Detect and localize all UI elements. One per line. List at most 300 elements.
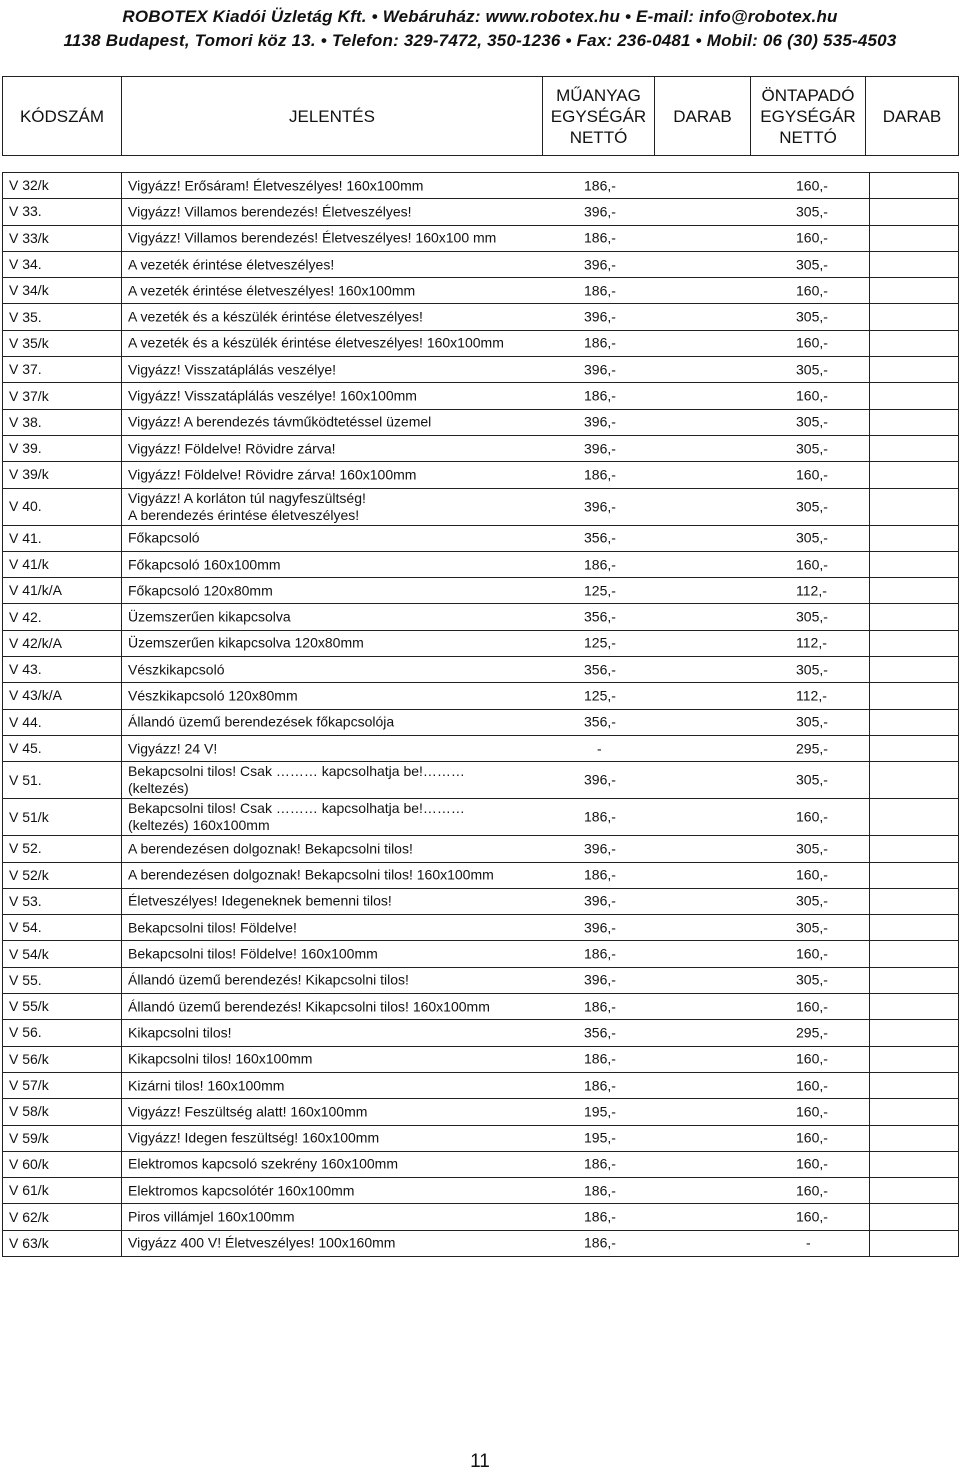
cast-unit-price: 160,- [796, 334, 828, 351]
row-description-line: Vigyázz! Idegen feszültség! 160x100mm [128, 1129, 380, 1146]
table-row [3, 683, 959, 709]
row-quantity-cell [870, 525, 959, 551]
cast-price-line-3: NETTÓ [779, 127, 837, 147]
row-code: V 55/k [3, 994, 122, 1020]
row-code: V 45. [3, 735, 122, 761]
row-description [128, 582, 273, 599]
row-code: V 39/k [3, 462, 122, 488]
cast-unit-price: 305,- [796, 256, 828, 273]
row-code: V 33/k [3, 225, 122, 251]
row-description-line: (keltezés) 160x100mm [128, 817, 270, 834]
row-description-line: (keltezés) [128, 780, 189, 797]
cast-unit-price: 160,- [796, 866, 828, 883]
row-code: V 61/k [3, 1178, 122, 1204]
plastic-price-line-1: MŰANYAG [556, 85, 641, 105]
row-description-line: Vészkikapcsoló [128, 661, 225, 678]
row-code: V 59/k [3, 1125, 122, 1151]
plastic-unit-price: 186,- [584, 866, 616, 883]
row-quantity-cell [870, 1204, 959, 1230]
plastic-price-line-2: EGYSÉGÁR [550, 106, 647, 126]
row-quantity-cell [870, 488, 959, 525]
row-code: V 56. [3, 1020, 122, 1046]
plastic-unit-price: 186,- [584, 1182, 616, 1199]
row-code: V 51. [3, 762, 122, 799]
cast-unit-price: 160,- [796, 945, 828, 962]
table-row [3, 578, 959, 604]
column-header-qty2: DARAB [866, 77, 959, 156]
row-details [122, 941, 870, 967]
row-quantity-cell [870, 862, 959, 888]
table-row [3, 762, 959, 799]
row-details [122, 525, 870, 551]
cast-unit-price: 160,- [796, 1103, 828, 1120]
row-details [122, 1125, 870, 1151]
cast-unit-price: 160,- [796, 387, 828, 404]
cast-unit-price: 305,- [796, 440, 828, 457]
cast-price-line-1: ÖNTAPADÓ [761, 85, 855, 105]
row-details [122, 435, 870, 461]
row-quantity-cell [870, 383, 959, 409]
table-row [3, 836, 959, 862]
cast-unit-price: 305,- [796, 713, 828, 730]
cast-unit-price: 305,- [796, 661, 828, 678]
row-details [122, 1230, 870, 1256]
row-details [122, 683, 870, 709]
row-code: V 41/k/A [3, 578, 122, 604]
row-description [128, 998, 490, 1015]
row-details [122, 888, 870, 914]
row-description-line: Vigyázz! A korláton túl nagyfeszültség! [128, 489, 366, 506]
row-quantity-cell [870, 278, 959, 304]
row-quantity-cell [870, 304, 959, 330]
row-quantity-cell [870, 836, 959, 862]
row-description-line: Bekapcsolni tilos! Csak ……… kapcsolhatja be!……… [128, 800, 465, 817]
table-row [3, 462, 959, 488]
row-quantity-cell [870, 1020, 959, 1046]
cast-unit-price: 160,- [796, 1208, 828, 1225]
plastic-unit-price: 186,- [584, 1234, 616, 1251]
row-quantity-cell [870, 462, 959, 488]
plastic-unit-price: 356,- [584, 1024, 616, 1041]
row-description [128, 1209, 295, 1226]
table-row [3, 735, 959, 761]
row-code: V 57/k [3, 1072, 122, 1098]
row-description [128, 1182, 354, 1199]
cast-unit-price: 305,- [796, 498, 828, 515]
row-quantity-cell [870, 357, 959, 383]
row-details [122, 862, 870, 888]
row-description [128, 635, 364, 652]
row-code: V 34. [3, 251, 122, 277]
plastic-unit-price: 356,- [584, 661, 616, 678]
row-quantity-cell [870, 941, 959, 967]
row-description [128, 256, 334, 273]
row-quantity-cell [870, 915, 959, 941]
cast-unit-price: 305,- [796, 892, 828, 909]
row-description [128, 1024, 232, 1041]
row-description-line: Vigyázz! Villamos berendezés! Életveszélyes! 160x100 mm [128, 229, 497, 246]
table-row [3, 888, 959, 914]
cast-unit-price: 160,- [796, 1077, 828, 1094]
row-quantity-cell [870, 330, 959, 356]
cast-unit-price: 305,- [796, 840, 828, 857]
cast-unit-price: 305,- [796, 361, 828, 378]
row-code: V 34/k [3, 278, 122, 304]
table-row [3, 862, 959, 888]
table-row [3, 251, 959, 277]
table-row [3, 409, 959, 435]
row-description [128, 609, 291, 626]
cast-unit-price: 160,- [796, 1129, 828, 1146]
plastic-unit-price: 186,- [584, 334, 616, 351]
plastic-unit-price: 396,- [584, 498, 616, 515]
row-quantity-cell [870, 409, 959, 435]
row-quantity-cell [870, 199, 959, 225]
row-details [122, 1020, 870, 1046]
row-description [128, 661, 225, 678]
plastic-unit-price: 195,- [584, 1103, 616, 1120]
row-description-line: Kizárni tilos! 160x100mm [128, 1077, 285, 1094]
plastic-unit-price: 186,- [584, 556, 616, 572]
row-description-line: Vigyázz! A berendezés távműködtetéssel üzemel [128, 413, 432, 430]
row-description-line: Bekapcsolni tilos! Csak ……… kapcsolhatja be!……… [128, 763, 465, 780]
row-details [122, 1178, 870, 1204]
row-details [122, 915, 870, 941]
table-row [3, 1072, 959, 1098]
cast-unit-price: 295,- [796, 1024, 828, 1041]
plastic-unit-price: 195,- [584, 1129, 616, 1146]
plastic-unit-price: 396,- [584, 971, 616, 988]
row-code: V 43. [3, 657, 122, 683]
row-description-line: Üzemszerűen kikapcsolva 120x80mm [128, 634, 364, 651]
plastic-unit-price: - [597, 740, 602, 757]
table-row [3, 357, 959, 383]
table-row [3, 994, 959, 1020]
row-description [128, 388, 417, 405]
row-code: V 38. [3, 409, 122, 435]
row-description-line: A berendezés érintése életveszélyes! [128, 506, 360, 523]
column-header-table [2, 76, 959, 156]
row-quantity-cell [870, 1151, 959, 1177]
row-code: V 52. [3, 836, 122, 862]
price-list-table [2, 172, 959, 1257]
row-description [128, 840, 413, 857]
row-code: V 37/k [3, 383, 122, 409]
table-row [3, 173, 959, 199]
plastic-unit-price: 186,- [584, 998, 616, 1015]
table-row [3, 1046, 959, 1072]
plastic-unit-price: 125,- [584, 634, 616, 651]
cast-unit-price: 160,- [796, 808, 828, 825]
column-header-qty1: DARAB [655, 77, 751, 156]
plastic-unit-price: 396,- [584, 203, 616, 220]
row-description [128, 867, 494, 884]
row-description [128, 309, 423, 326]
column-header-meaning: JELENTÉS [122, 77, 543, 156]
table-row [3, 630, 959, 656]
cast-unit-price: 160,- [796, 282, 828, 299]
row-description [128, 800, 465, 834]
row-description [128, 946, 378, 963]
row-description [128, 919, 297, 936]
cast-unit-price: 305,- [796, 919, 828, 936]
row-code: V 33. [3, 199, 122, 225]
row-description [128, 490, 366, 524]
row-description [128, 1077, 284, 1094]
row-description-line: Vigyázz! Villamos berendezés! Életveszélyes! [128, 203, 412, 220]
plastic-unit-price: 356,- [584, 529, 616, 546]
row-description-line: Vigyázz! 24 V! [128, 740, 218, 757]
row-quantity-cell [870, 435, 959, 461]
row-description-line: Vigyázz 400 V! Életveszélyes! 100x160mm [128, 1234, 396, 1251]
row-details [122, 1046, 870, 1072]
row-code: V 53. [3, 888, 122, 914]
page-number: 11 [470, 1451, 490, 1472]
row-description-line: A vezeték és a készülék érintése életveszélyes! [128, 308, 423, 325]
table-row [3, 1151, 959, 1177]
row-quantity-cell [870, 1125, 959, 1151]
plastic-unit-price: 186,- [584, 229, 616, 246]
row-description-line: Piros villámjel 160x100mm [128, 1208, 295, 1225]
row-quantity-cell [870, 888, 959, 914]
row-description [128, 1156, 398, 1173]
cast-unit-price: 160,- [796, 1182, 828, 1199]
table-row [3, 330, 959, 356]
company-header-line2: 1138 Budapest, Tomori köz 13. • Telefon: 329-7472, 350-1236 • Fax: 236-0481 • Mobil: 06 (30) 535-4503 [63, 31, 897, 50]
column-header-plastic-price [543, 77, 655, 156]
row-code: V 37. [3, 357, 122, 383]
plastic-unit-price: 396,- [584, 840, 616, 857]
row-description-line: Elektromos kapcsolótér 160x100mm [128, 1182, 355, 1199]
plastic-unit-price: 186,- [584, 945, 616, 962]
table-row [3, 1204, 959, 1230]
cast-unit-price: 160,- [796, 1155, 828, 1172]
row-code: V 41. [3, 525, 122, 551]
table-row [3, 383, 959, 409]
row-description [128, 714, 394, 731]
cast-unit-price: 305,- [796, 308, 828, 325]
cast-price-line-2: EGYSÉGÁR [760, 106, 856, 126]
row-quantity-cell [870, 251, 959, 277]
row-quantity-cell [870, 1072, 959, 1098]
row-description [128, 282, 415, 299]
plastic-unit-price: 396,- [584, 892, 616, 909]
table-row [3, 1230, 959, 1256]
row-details [122, 1151, 870, 1177]
row-quantity-cell [870, 630, 959, 656]
row-description [128, 414, 431, 431]
row-description-line: A vezeték érintése életveszélyes! 160x100mm [128, 282, 416, 299]
plastic-unit-price: 356,- [584, 713, 616, 730]
row-description-line: Vigyázz! Földelve! Rövidre zárva! [128, 440, 336, 457]
row-details [122, 1072, 870, 1098]
row-quantity-cell [870, 799, 959, 836]
row-description-line: Vigyázz! Visszatáplálás veszélye! [128, 361, 337, 378]
row-quantity-cell [870, 762, 959, 799]
row-description-line: Üzemszerűen kikapcsolva [128, 608, 291, 625]
table-row [3, 304, 959, 330]
row-description-line: Állandó üzemű berendezések főkapcsolója [128, 713, 395, 730]
plastic-unit-price: 396,- [584, 440, 616, 457]
row-quantity-cell [870, 657, 959, 683]
plastic-unit-price: 396,- [584, 361, 616, 378]
row-details [122, 994, 870, 1020]
row-details [122, 735, 870, 761]
row-details [122, 799, 870, 836]
row-code: V 54/k [3, 941, 122, 967]
row-details [122, 278, 870, 304]
row-details [122, 330, 870, 356]
table-row [3, 435, 959, 461]
row-description-line: Állandó üzemű berendezés! Kikapcsolni tilos! [128, 971, 409, 988]
table-row [3, 1125, 959, 1151]
plastic-unit-price: 396,- [584, 771, 616, 788]
row-code: V 42. [3, 604, 122, 630]
row-code: V 42/k/A [3, 630, 122, 656]
table-row [3, 551, 959, 577]
row-quantity-cell [870, 1178, 959, 1204]
row-code: V 32/k [3, 173, 122, 199]
plastic-unit-price: 396,- [584, 308, 616, 325]
row-details [122, 630, 870, 656]
row-description-line: Főkapcsoló 120x80mm [128, 582, 273, 599]
row-description [128, 177, 423, 194]
cast-unit-price: 305,- [796, 413, 828, 430]
row-code: V 58/k [3, 1099, 122, 1125]
row-description-line: Bekapcsolni tilos! Földelve! [128, 919, 297, 936]
row-description [128, 230, 496, 247]
row-code: V 51/k [3, 799, 122, 836]
row-description [128, 763, 465, 797]
row-description-line: Bekapcsolni tilos! Földelve! 160x100mm [128, 945, 378, 962]
table-row [3, 278, 959, 304]
row-details [122, 709, 870, 735]
plastic-unit-price: 396,- [584, 919, 616, 936]
row-description [128, 893, 392, 910]
row-description-line: Főkapcsoló [128, 529, 200, 546]
row-code: V 40. [3, 488, 122, 525]
cast-unit-price: 305,- [796, 203, 828, 220]
cast-unit-price: 112,- [796, 687, 827, 704]
row-description-line: A berendezésen dolgoznak! Bekapcsolni tilos! 160x100mm [128, 866, 494, 883]
row-details [122, 173, 870, 199]
row-quantity-cell [870, 1230, 959, 1256]
plastic-unit-price: 125,- [584, 687, 616, 704]
row-quantity-cell [870, 578, 959, 604]
plastic-unit-price: 396,- [584, 256, 616, 273]
row-description [128, 203, 412, 220]
row-details [122, 657, 870, 683]
row-quantity-cell [870, 173, 959, 199]
row-code: V 35/k [3, 330, 122, 356]
row-description [128, 1130, 379, 1147]
table-row [3, 199, 959, 225]
plastic-unit-price: 186,- [584, 1077, 616, 1094]
column-header-code: KÓDSZÁM [3, 77, 122, 156]
cast-unit-price: 160,- [796, 177, 828, 194]
row-details [122, 967, 870, 993]
company-header-line1: ROBOTEX Kiadói Üzletág Kft. • Webáruház: www.robotex.hu • E-mail: info@robotex.hu [122, 7, 838, 26]
row-description [128, 361, 336, 378]
row-description [128, 1051, 312, 1068]
table-row [3, 657, 959, 683]
row-details [122, 488, 870, 525]
plastic-unit-price: 396,- [584, 413, 616, 430]
cast-unit-price: 160,- [796, 556, 828, 572]
table-row [3, 1099, 959, 1125]
cast-unit-price: 112,- [796, 582, 827, 599]
row-details [122, 357, 870, 383]
plastic-unit-price: 186,- [584, 177, 616, 194]
row-code: V 54. [3, 915, 122, 941]
table-row [3, 941, 959, 967]
row-quantity-cell [870, 735, 959, 761]
row-description-line: Vigyázz! Feszültség alatt! 160x100mm [128, 1103, 368, 1120]
row-code: V 52/k [3, 862, 122, 888]
row-description [128, 440, 336, 457]
row-details [122, 836, 870, 862]
plastic-unit-price: 186,- [584, 1208, 616, 1225]
row-quantity-cell [870, 683, 959, 709]
cast-unit-price: 305,- [796, 971, 828, 988]
cast-unit-price: - [806, 1234, 811, 1251]
row-quantity-cell [870, 225, 959, 251]
plastic-unit-price: 186,- [584, 282, 616, 299]
row-code: V 41/k [3, 551, 122, 577]
cast-unit-price: 160,- [796, 229, 828, 246]
table-row [3, 525, 959, 551]
row-description-line: Kikapcsolni tilos! [128, 1024, 232, 1041]
row-details [122, 462, 870, 488]
row-details [122, 1099, 870, 1125]
table-row [3, 709, 959, 735]
plastic-unit-price: 186,- [584, 1155, 616, 1172]
row-description [128, 740, 217, 757]
row-details [122, 199, 870, 225]
row-description-line: Vigyázz! Visszatáplálás veszélye! 160x100mm [128, 387, 417, 404]
row-code: V 35. [3, 304, 122, 330]
row-quantity-cell [870, 709, 959, 735]
row-description [128, 530, 200, 547]
row-description [128, 1235, 395, 1252]
plastic-price-line-3: NETTÓ [569, 127, 628, 147]
row-description [128, 687, 298, 704]
row-quantity-cell [870, 1099, 959, 1125]
cast-unit-price: 305,- [796, 529, 828, 546]
cast-unit-price: 112,- [796, 634, 827, 651]
row-description-line: Vigyázz! Földelve! Rövidre zárva! 160x100mm [128, 466, 417, 483]
plastic-unit-price: 356,- [584, 608, 616, 625]
row-details [122, 383, 870, 409]
table-row [3, 967, 959, 993]
row-code: V 62/k [3, 1204, 122, 1230]
cast-unit-price: 160,- [796, 466, 828, 483]
cast-unit-price: 305,- [796, 771, 828, 788]
row-details [122, 409, 870, 435]
table-row [3, 225, 959, 251]
table-row [3, 488, 959, 525]
row-description-line: Főkapcsoló 160x100mm [128, 556, 281, 572]
table-row [3, 604, 959, 630]
row-code: V 55. [3, 967, 122, 993]
plastic-unit-price: 186,- [584, 1050, 616, 1067]
row-details [122, 225, 870, 251]
row-details [122, 551, 870, 577]
row-description-line: Állandó üzemű berendezés! Kikapcsolni tilos! 160x100mm [128, 998, 490, 1015]
row-quantity-cell [870, 604, 959, 630]
cast-unit-price: 160,- [796, 998, 828, 1015]
table-row [3, 799, 959, 836]
